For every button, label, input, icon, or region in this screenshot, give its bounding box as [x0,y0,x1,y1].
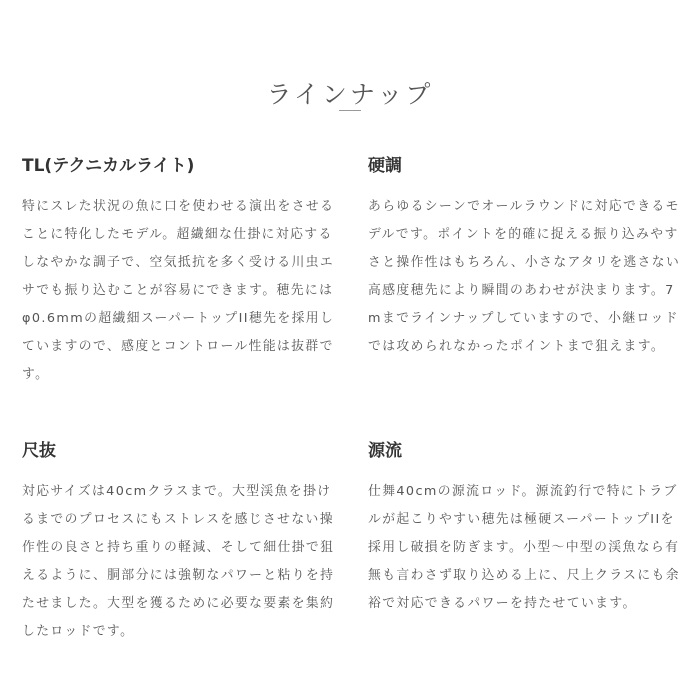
lineup-description: 対応サイズは40cmクラスまで。大型渓魚を掛けるまでのプロセスにもストレスを感じさせない操作性の良さと持ち重りの軽減、そして細仕掛で狙えるように、胴部分には強靭なパワーと粘りを持たせました。大型を獲るために必要な要素を集約したロッドです。 [22,484,335,639]
lineup-heading: 硬調 [368,156,402,176]
lineup-heading: TL(テクニカルライト) [22,156,195,176]
lineup-item-kocho [368,154,688,361]
lineup-description: 仕舞40cmの源流ロッド。源流釣行で特にトラブルが起こりやすい穂先は極硬スーパートップIIを採用し破損を防ぎます。小型〜中型の渓魚なら有無も言わさず取り込める上に、尺上クラスにも余裕で対応できるパワーを持たせています。 [368,484,680,611]
lineup-item-shakunuki [22,439,342,646]
lineup-item-genryu [368,439,688,618]
title-divider [339,110,361,111]
lineup-description: あらゆるシーンでオールラウンドに対応できるモデルです。ポイントを的確に捉える振り込みやすさと操作性はもちろん、小さなアタリを逃さない高感度穂先により瞬間のあわせが決まります。7mまでラインナップしていますので、小継ロッドでは攻められなかったポイントまで狙えます。 [368,199,681,354]
page-title: ラインナップ [266,79,434,109]
lineup-description: 特にスレた状況の魚に口を使わせる演出をさせることに特化したモデル。超繊細な仕掛に対応するしなやかな調子で、空気抵抗を多く受ける川虫エサでも振り込むことが容易にできます。穂先にはφ0.6mmの超繊細スーパートップII穂先を採用していますので、感度とコントロール性能は抜群です。 [22,199,335,382]
lineup-item-tl [22,154,342,389]
lineup-heading: 源流 [368,441,402,461]
lineup-heading: 尺抜 [22,441,56,461]
